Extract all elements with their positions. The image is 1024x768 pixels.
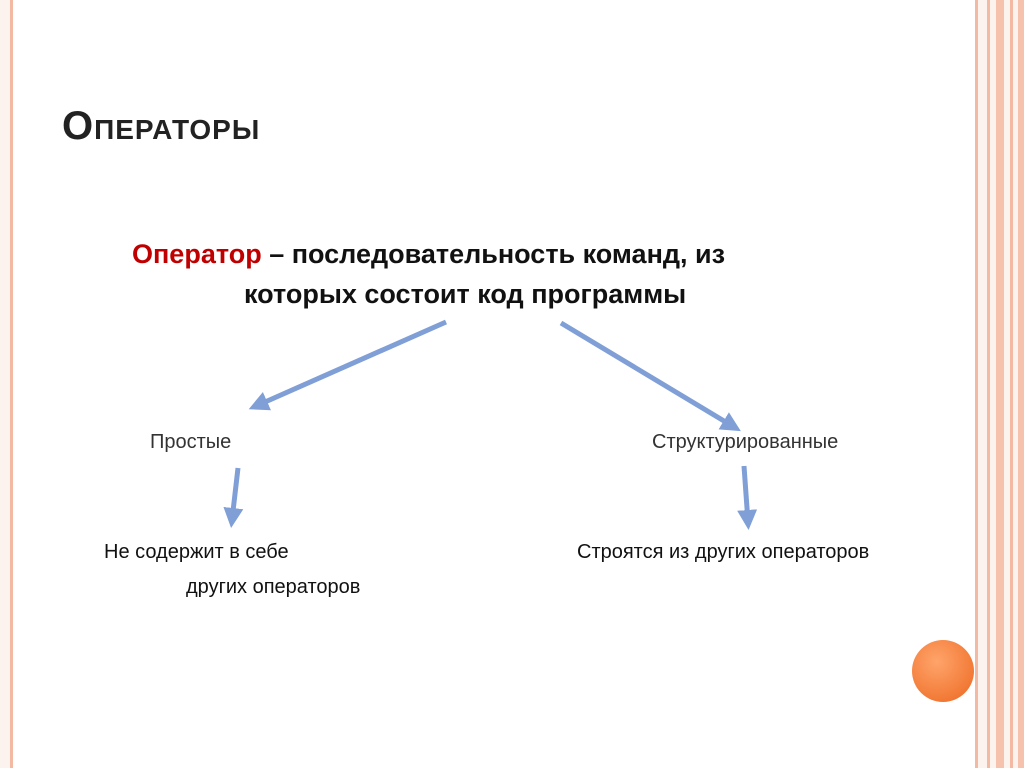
arrow-to-simple-desc	[232, 468, 238, 520]
definition-term: Оператор	[132, 239, 262, 269]
definition-text-line2: которых состоит код программы	[244, 279, 687, 309]
desc-structured: Строятся из других операторов	[577, 541, 870, 563]
definition-text-line1: – последовательность команд, из	[261, 239, 726, 269]
slide-title: Операторы	[62, 104, 261, 148]
desc-simple-line2: других операторов	[186, 576, 361, 598]
node-simple: Простые	[150, 431, 232, 453]
arrow-to-simple	[256, 322, 446, 406]
node-structured: Структурированные	[652, 431, 839, 453]
arrow-to-structured	[561, 323, 734, 427]
desc-simple-line1: Не содержит в себе	[104, 541, 289, 563]
orange-circle-decoration	[912, 640, 974, 702]
arrow-to-structured-desc	[744, 466, 748, 522]
